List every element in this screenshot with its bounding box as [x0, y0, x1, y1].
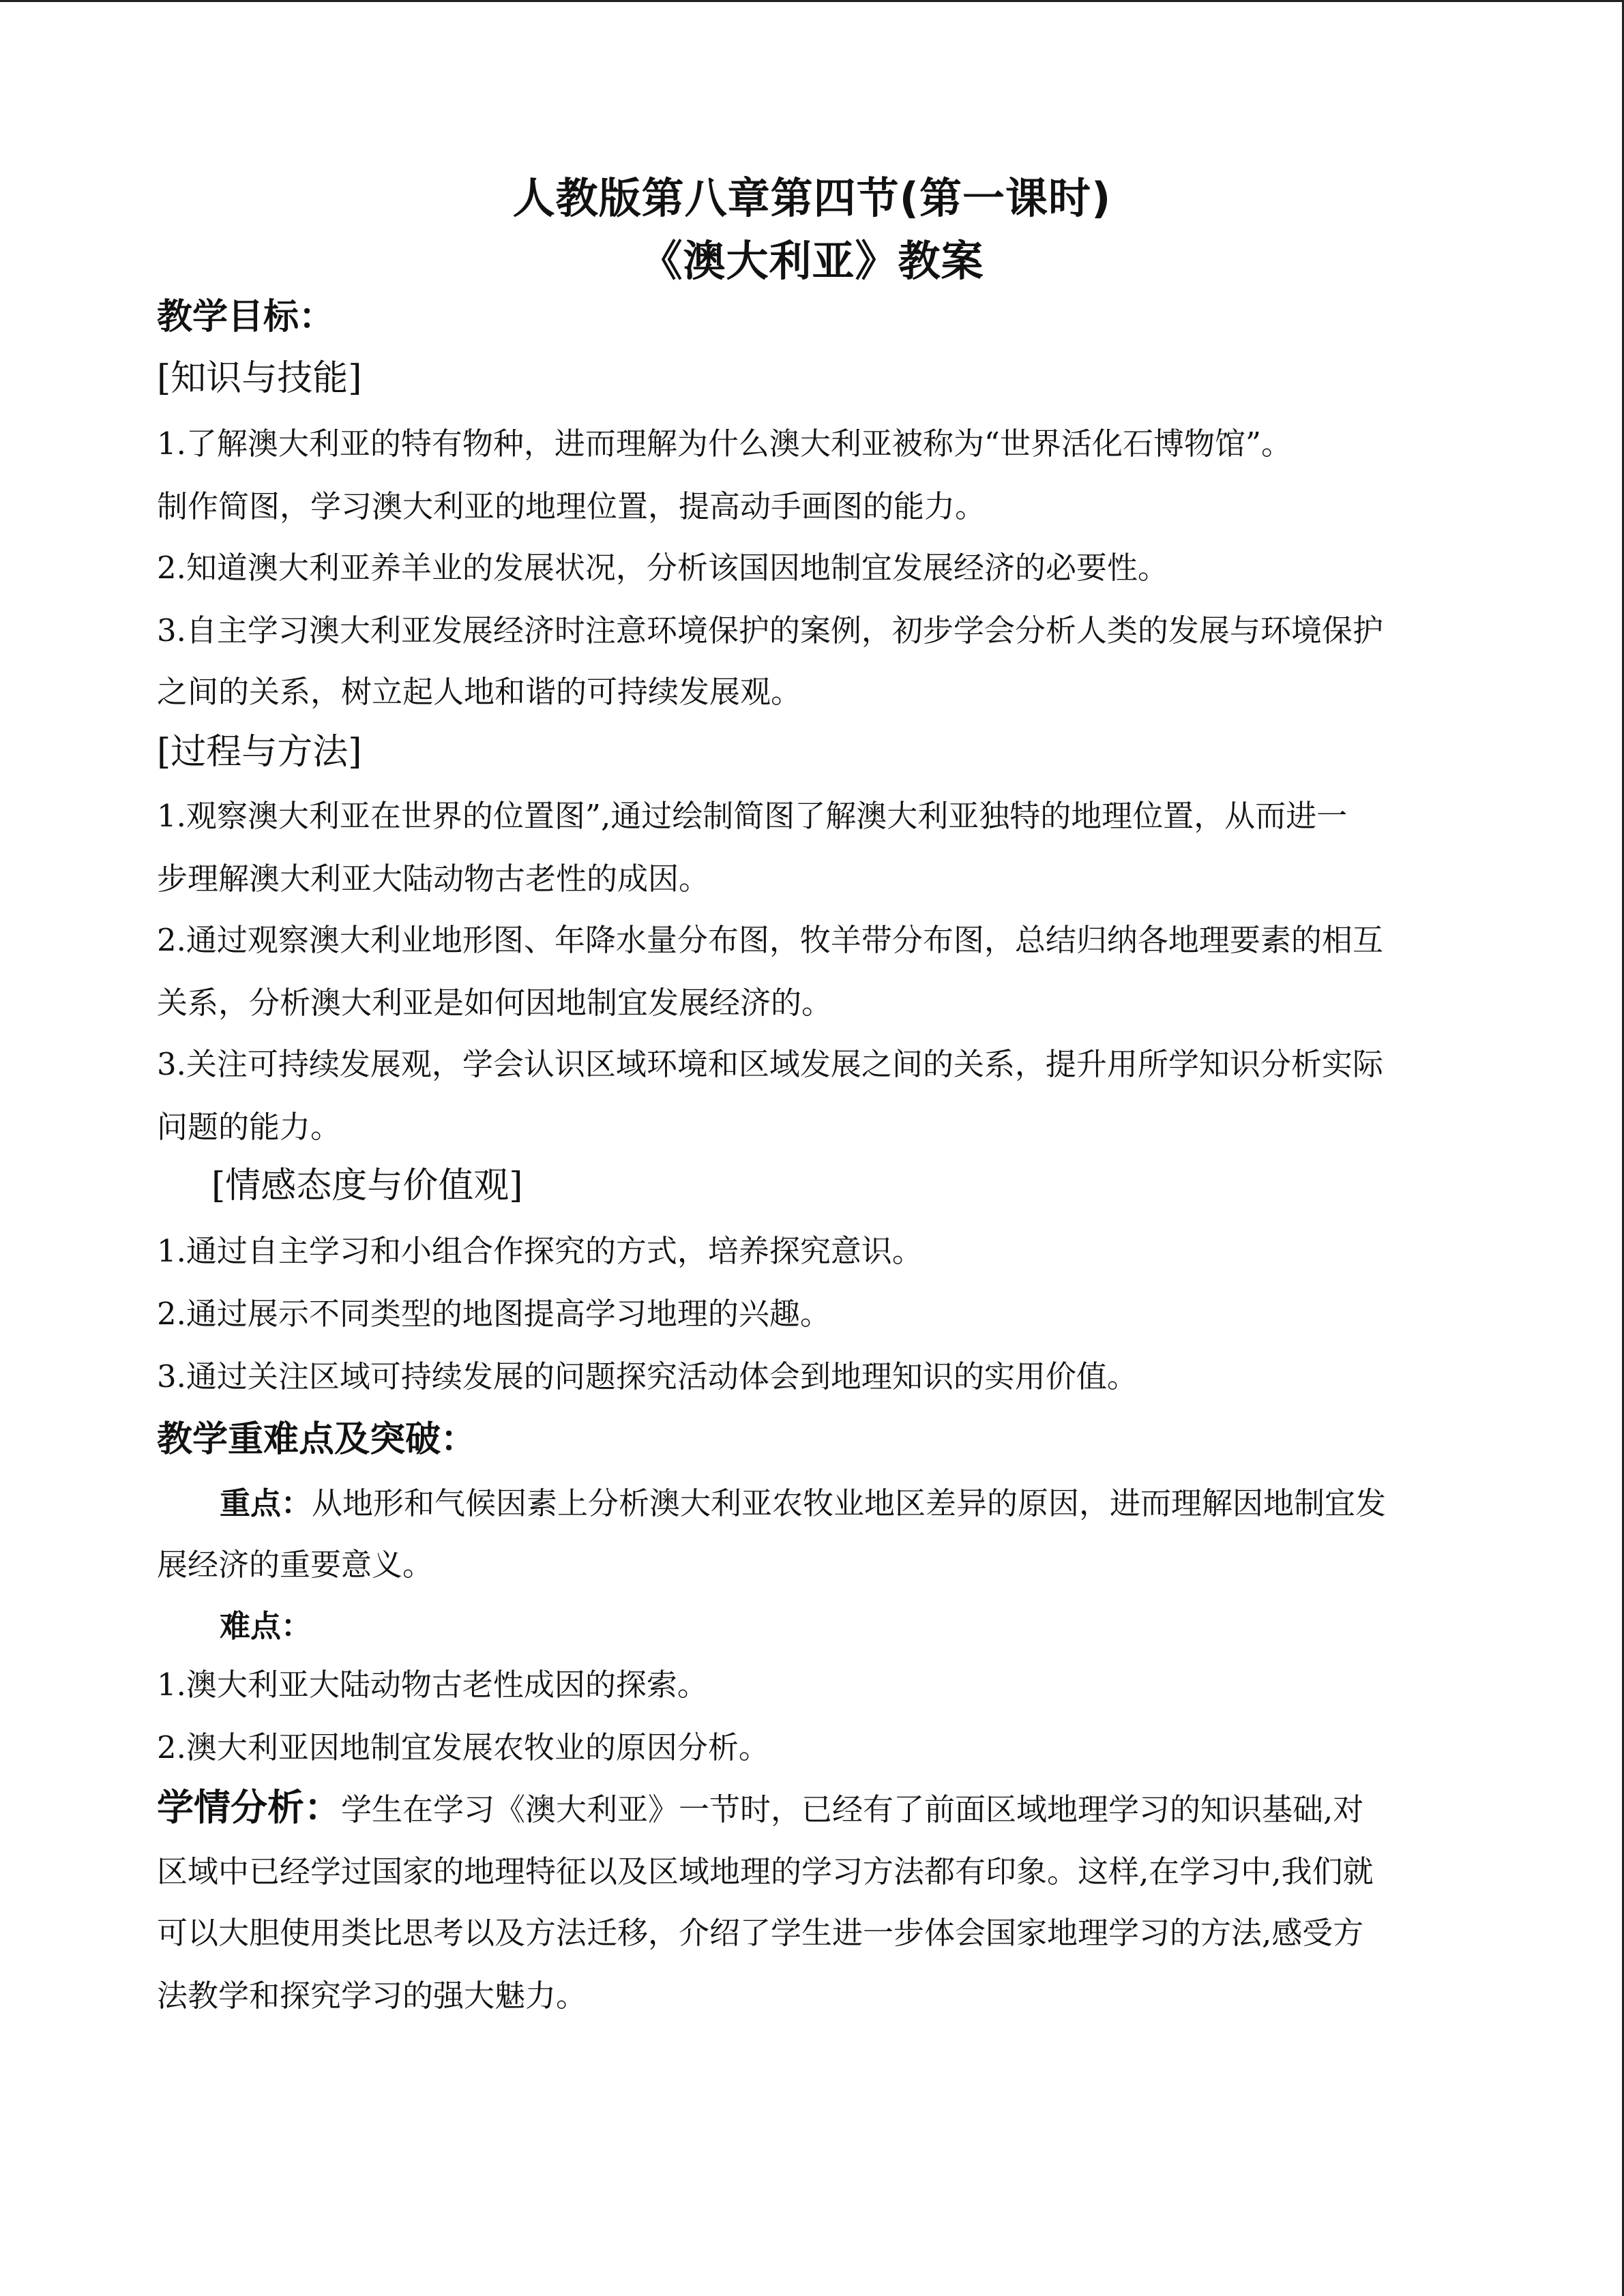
analysis-paragraph-line — [157, 1787, 1470, 1830]
process-methods-label: [过程与方法] — [157, 732, 362, 773]
difficulty-label: 难点： — [220, 1608, 312, 1644]
focus-label: 重点： — [220, 1485, 312, 1521]
paragraph-line: 2.通过观察澳大利业地形图、年降水量分布图，牧羊带分布图，总结归纳各地理要素的相互 — [157, 922, 1383, 958]
paragraph-line: 1.观察澳大利亚在世界的位置图”,通过绘制简图了解澳大利亚独特的地理位置，从而进一 — [157, 798, 1348, 834]
paragraph-line: 1.通过自主学习和小组合作探究的方式，培养探究意识。 — [157, 1233, 923, 1269]
paragraph-line: 2.澳大利亚因地制宜发展农牧业的原因分析。 — [157, 1729, 769, 1765]
analysis-text: 学生在学习《澳大利亚》一节时，已经有了前面区域地理学习的知识基础,对 — [341, 1791, 1364, 1828]
paragraph-line: 3.通过关注区域可持续发展的问题探究活动体会到地理知识的实用价值。 — [157, 1358, 1138, 1395]
analysis-label: 学情分析： — [157, 1787, 341, 1829]
objectives-heading: 教学目标： — [157, 297, 335, 338]
document-subtitle: 《澳大利亚》教案 — [640, 236, 984, 286]
knowledge-skills-label: [知识与技能] — [157, 358, 362, 399]
paragraph-line: 区域中已经学过国家的地理特征以及区域地理的学习方法都有印象。这样,在学习中,我们就 — [157, 1853, 1374, 1890]
paragraph-line: 展经济的重要意义。 — [157, 1547, 434, 1583]
document-title: 人教版第八章第四节(第一课时) — [512, 173, 1112, 223]
paragraph-line: 1.了解澳大利亚的特有物种，进而理解为什么澳大利亚被称为“世界活化石博物馆”。 — [157, 426, 1292, 462]
paragraph-line: 3.自主学习澳大利亚发展经济时注意环境保护的案例，初步学会分析人类的发展与环境保护 — [157, 612, 1383, 648]
paragraph-line: 步理解澳大利亚大陆动物古老性的成因。 — [157, 861, 710, 897]
paragraph-line: 3.关注可持续发展观，学会认识区域环境和区域发展之间的关系，提升用所学知识分析实际 — [157, 1046, 1383, 1082]
paragraph-line: 之间的关系，树立起人地和谐的可持续发展观。 — [157, 674, 802, 710]
paragraph-line: 制作简图，学习澳大利亚的地理位置，提高动手画图的能力。 — [157, 488, 986, 524]
emotion-values-label: [情感态度与价值观] — [211, 1165, 523, 1206]
paragraph-line: 1.澳大利亚大陆动物古老性成因的探索。 — [157, 1667, 708, 1703]
paragraph-line: 2.知道澳大利亚养羊业的发展状况，分析该国因地制宜发展经济的必要性。 — [157, 550, 1168, 586]
focus-paragraph-line — [220, 1483, 1470, 1524]
paragraph-line: 2.通过展示不同类型的地图提高学习地理的兴趣。 — [157, 1296, 831, 1332]
paragraph-line: 法教学和探究学习的强大魅力。 — [157, 1978, 587, 2014]
paragraph-line: 可以大胆使用类比思考以及方法迁移，介绍了学生进一步体会国家地理学习的方法,感受方 — [157, 1915, 1364, 1951]
paragraph-line: 关系，分析澳大利亚是如何因地制宜发展经济的。 — [157, 985, 833, 1021]
focus-text: 从地形和气候因素上分析澳大利亚农牧业地区差异的原因，进而理解因地制宜发 — [312, 1485, 1387, 1521]
key-points-heading: 教学重难点及突破： — [157, 1419, 477, 1460]
paragraph-line: 问题的能力。 — [157, 1109, 342, 1145]
